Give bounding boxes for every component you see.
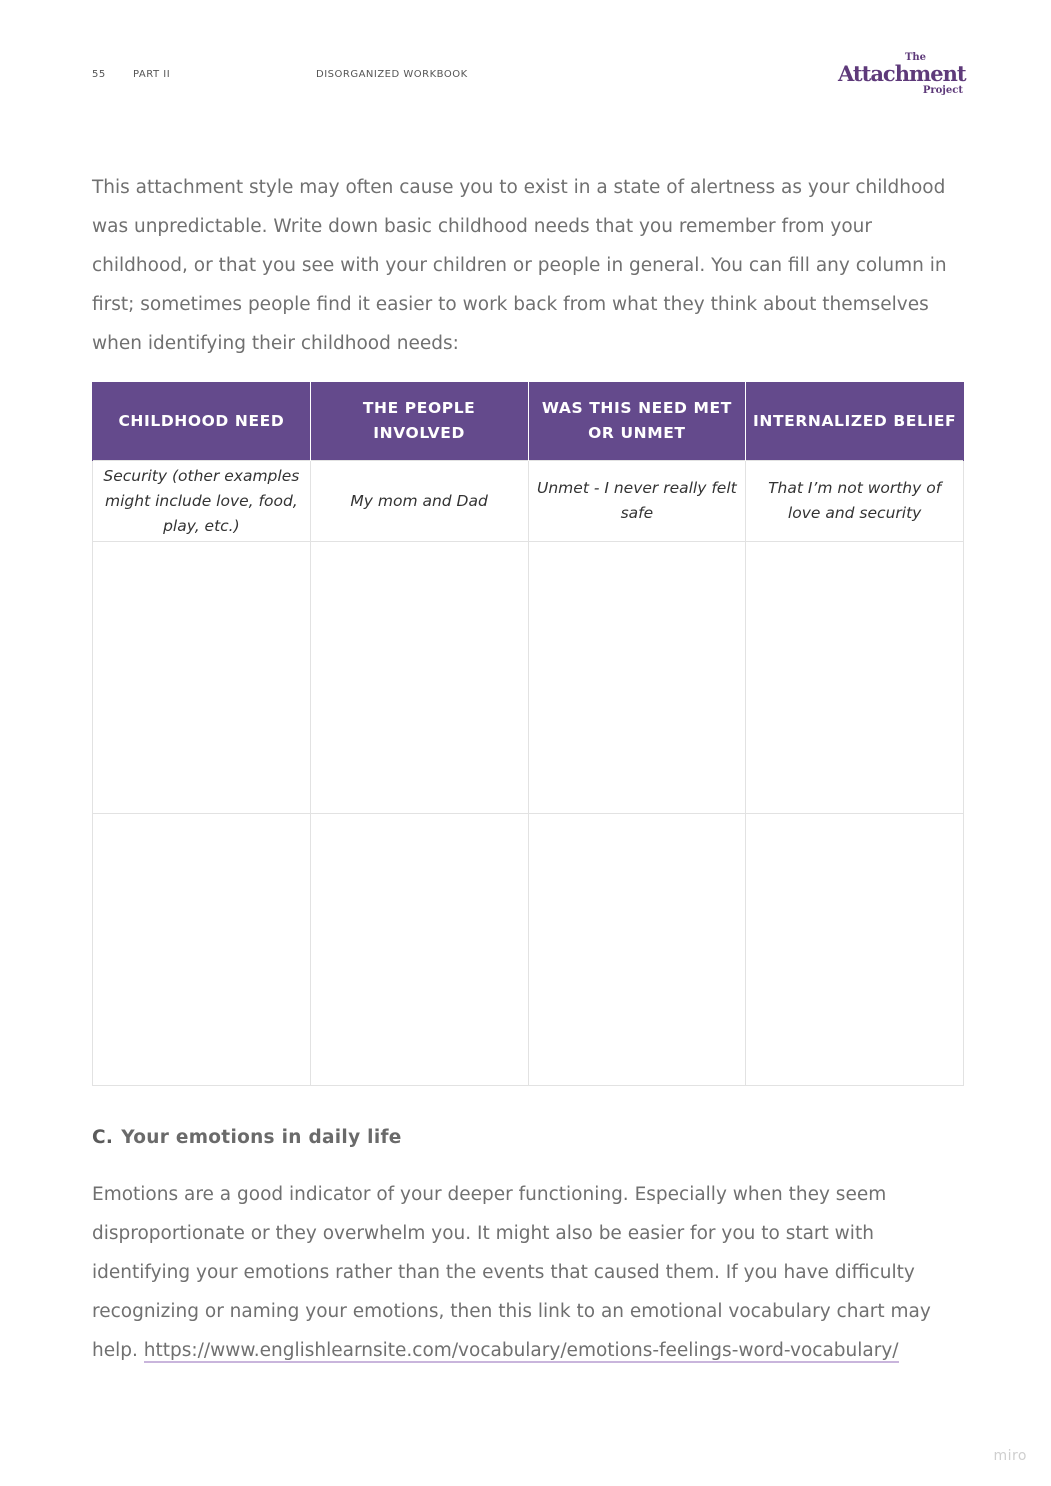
header-internalized-belief: INTERNALIZED BELIEF (746, 382, 964, 461)
header-need-met-unmet: WAS THIS NEED MET OR UNMET (528, 382, 746, 461)
blank-cell-need-met-unmet[interactable] (528, 542, 746, 814)
childhood-needs-table (92, 382, 964, 1086)
table-row (93, 542, 964, 814)
blank-cell-people-involved[interactable] (310, 814, 528, 1086)
page-number: 55 (92, 69, 106, 80)
blank-cell-internalized-belief[interactable] (746, 814, 964, 1086)
emotional-vocabulary-link[interactable]: https://www.englishlearnsite.com/vocabulary/emotions-feelings-word-vocabulary/ (143, 1340, 899, 1361)
section-letter: C. (92, 1127, 114, 1148)
example-need-met-unmet: Unmet - I never really felt safe (528, 461, 746, 542)
table-row (93, 814, 964, 1086)
emotions-body: Emotions are a good indicator of your deeper functioning. Especially when they seem disproportionate or they overwhelm you. It might also be easier for you to start with identifying your emotions rather than the events that caused them. If you have difficulty recognizing or naming your emotions, then this link to an emotional vocabulary chart may help. (92, 1184, 931, 1361)
example-row (93, 461, 964, 542)
blank-cell-childhood-need[interactable] (93, 814, 311, 1086)
example-childhood-need: Security (other examples might include love, food, play, etc.) (93, 461, 311, 542)
workbook-title: DISORGANIZED WORKBOOK (316, 69, 468, 80)
section-c-heading (92, 1127, 402, 1148)
attachment-project-logo (838, 52, 966, 98)
intro-paragraph: This attachment style may often cause you to exist in a state of alertness as your childhood was unpredictable. Write down basic childhood needs that you remember from your childhood, or that you see with your children or people in general. You can fill any column in first; sometimes people find it easier to work back from what they think about themselves when identifying their childhood needs: (92, 177, 947, 354)
table-header-row (93, 382, 964, 461)
header-childhood-need: CHILDHOOD NEED (93, 382, 311, 461)
header-people-involved: THE PEOPLE INVOLVED (310, 382, 528, 461)
example-internalized-belief: That I’m not worthy of love and security (746, 461, 964, 542)
blank-cell-internalized-belief[interactable] (746, 542, 964, 814)
page-header (0, 0, 1051, 110)
section-title: Your emotions in daily life (121, 1127, 402, 1148)
emotions-paragraph (92, 1175, 964, 1370)
blank-cell-people-involved[interactable] (310, 542, 528, 814)
logo-the: The (904, 52, 927, 63)
blank-cell-need-met-unmet[interactable] (528, 814, 746, 1086)
logo-project: Project (922, 85, 963, 96)
miro-watermark: miro (993, 1448, 1027, 1464)
example-people-involved: My mom and Dad (310, 461, 528, 542)
blank-cell-childhood-need[interactable] (93, 542, 311, 814)
logo-attachment: Attachment (838, 61, 966, 86)
part-label: PART II (133, 69, 171, 80)
